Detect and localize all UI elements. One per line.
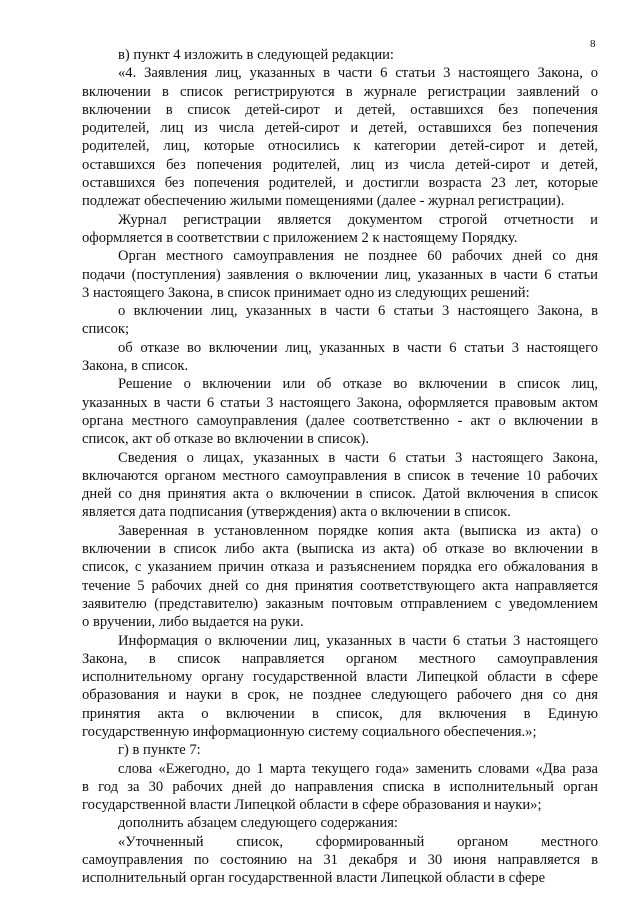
- page-number: 8: [590, 38, 596, 50]
- text-line: включаются органом местного самоуправления в список в течение 10 рабочих: [82, 467, 598, 484]
- document-body: [82, 46, 598, 888]
- text-line: государственную информационную систему социального обеспечения.»;: [82, 723, 537, 740]
- text-line: Сведения о лицах, указанных в части 6 статьи 3 настоящего Закона,: [118, 449, 598, 466]
- text-line: список, акт об отказе во включении в список).: [82, 431, 370, 448]
- text-line: в) пункт 4 изложить в следующей редакции:: [118, 47, 394, 63]
- text-line: Закона, в список.: [82, 358, 189, 375]
- paragraph: [118, 814, 598, 832]
- text-line: органа местного самоуправления (далее соответственно - акт о включении в: [82, 412, 598, 429]
- text-line: Заверенная в установленном порядке копия акта (выписка из акта) о: [118, 522, 598, 539]
- text-line: оставшихся без попечения родителей, и достигли возраста 23 лет, которые: [82, 175, 598, 192]
- text-line: Журнал регистрации является документом строгой отчетности и: [118, 211, 598, 228]
- text-line: исполнительный орган государственной власти Липецкой области в сфере: [82, 870, 546, 887]
- paragraph: [82, 833, 598, 888]
- text-line: является дата подписания (утверждения) акта о включении в список.: [82, 504, 511, 521]
- text-line: заявителю (представителю) заказным почтовым отправлением с уведомлением: [82, 595, 598, 612]
- text-line: включении в список регистрируются в журнале регистрации заявлений о: [82, 83, 598, 100]
- paragraph: [82, 64, 598, 210]
- paragraph: [82, 522, 598, 632]
- text-line: 3 настоящего Закона, в список принимает одно из следующих решений:: [82, 284, 530, 301]
- text-line: список, с указанием причин отказа и разъяснением порядка его обжалования в: [82, 559, 598, 576]
- paragraph: [82, 760, 598, 815]
- text-line: г) в пункте 7:: [118, 742, 201, 759]
- text-line: дополнить абзацем следующего содержания:: [118, 815, 398, 832]
- paragraph: [82, 247, 598, 302]
- text-line: исполнительному органу государственной власти Липецкой области в сфере: [82, 669, 598, 686]
- text-line: включении в список либо акта (выписка из акта) об отказе во включении в: [82, 541, 598, 558]
- text-line: самоуправления по состоянию на 31 декабря и 30 июня направляется в: [82, 852, 598, 869]
- text-line: Закона, в список направляется органом местного самоуправления: [82, 650, 598, 667]
- text-line: «Уточненный список, сформированный органом местного: [118, 833, 598, 850]
- paragraph: [82, 632, 598, 742]
- text-line: слова «Ежегодно, до 1 марта текущего года» заменить словами «Два раза: [118, 760, 598, 777]
- paragraph: [82, 339, 598, 376]
- text-line: включении в список детей-сирот и детей, оставшихся без попечения: [82, 101, 598, 118]
- text-line: подачи (поступления) заявления о включении лиц, указанных в части 6 статьи: [82, 266, 598, 283]
- text-line: принятия акта о включении в список, для включения в Единую: [82, 705, 598, 722]
- text-line: оставшихся без попечения родителей, лиц из числа детей-сирот и детей,: [82, 156, 598, 173]
- text-line: указанных в части 6 статьи 3 настоящего Закона, оформляется правовым актом: [82, 394, 598, 411]
- paragraph: [118, 46, 598, 64]
- text-line: Информация о включении лиц, указанных в части 6 статьи 3 настоящего: [118, 632, 598, 649]
- text-line: Решение о включении или об отказе во включении в список лиц,: [118, 376, 598, 393]
- text-line: в год за 30 рабочих дней до направления списка в исполнительный орган: [82, 778, 598, 795]
- text-line: течение 5 рабочих дней со дня принятия соответствующего акта направляется: [82, 577, 598, 594]
- text-line: об отказе во включении лиц, указанных в части 6 статьи 3 настоящего: [118, 339, 598, 356]
- text-line: образования и науки в срок, не позднее следующего рабочего дня со дня: [82, 687, 598, 704]
- paragraph: [82, 375, 598, 448]
- text-line: список;: [82, 321, 130, 338]
- text-line: Орган местного самоуправления не позднее 60 рабочих дней со дня: [118, 248, 598, 265]
- text-line: о включении лиц, указанных в части 6 статьи 3 настоящего Закона, в: [118, 303, 598, 320]
- text-line: подлежат обеспечению жилыми помещениями (далее - журнал регистрации).: [82, 193, 565, 210]
- paragraph: [82, 302, 598, 339]
- paragraph: [82, 449, 598, 522]
- text-line: дней со дня принятия акта о включении в список. Датой включения в список: [82, 486, 598, 503]
- text-line: «4. Заявления лиц, указанных в части 6 статьи 3 настоящего Закона, о: [118, 65, 598, 82]
- paragraph: [118, 741, 598, 759]
- text-line: родителей, лиц, которые относились к категории детей-сирот и детей,: [82, 138, 598, 155]
- text-line: о вручении, либо выдается на руки.: [82, 614, 304, 631]
- text-line: оформляется в соответствии с приложением 2 к настоящему Порядку.: [82, 229, 518, 246]
- text-line: родителей, лиц из числа детей-сирот и детей, оставшихся без попечения: [82, 120, 598, 137]
- paragraph: [82, 211, 598, 248]
- text-line: государственной власти Липецкой области в сфере образования и науки»;: [82, 797, 542, 814]
